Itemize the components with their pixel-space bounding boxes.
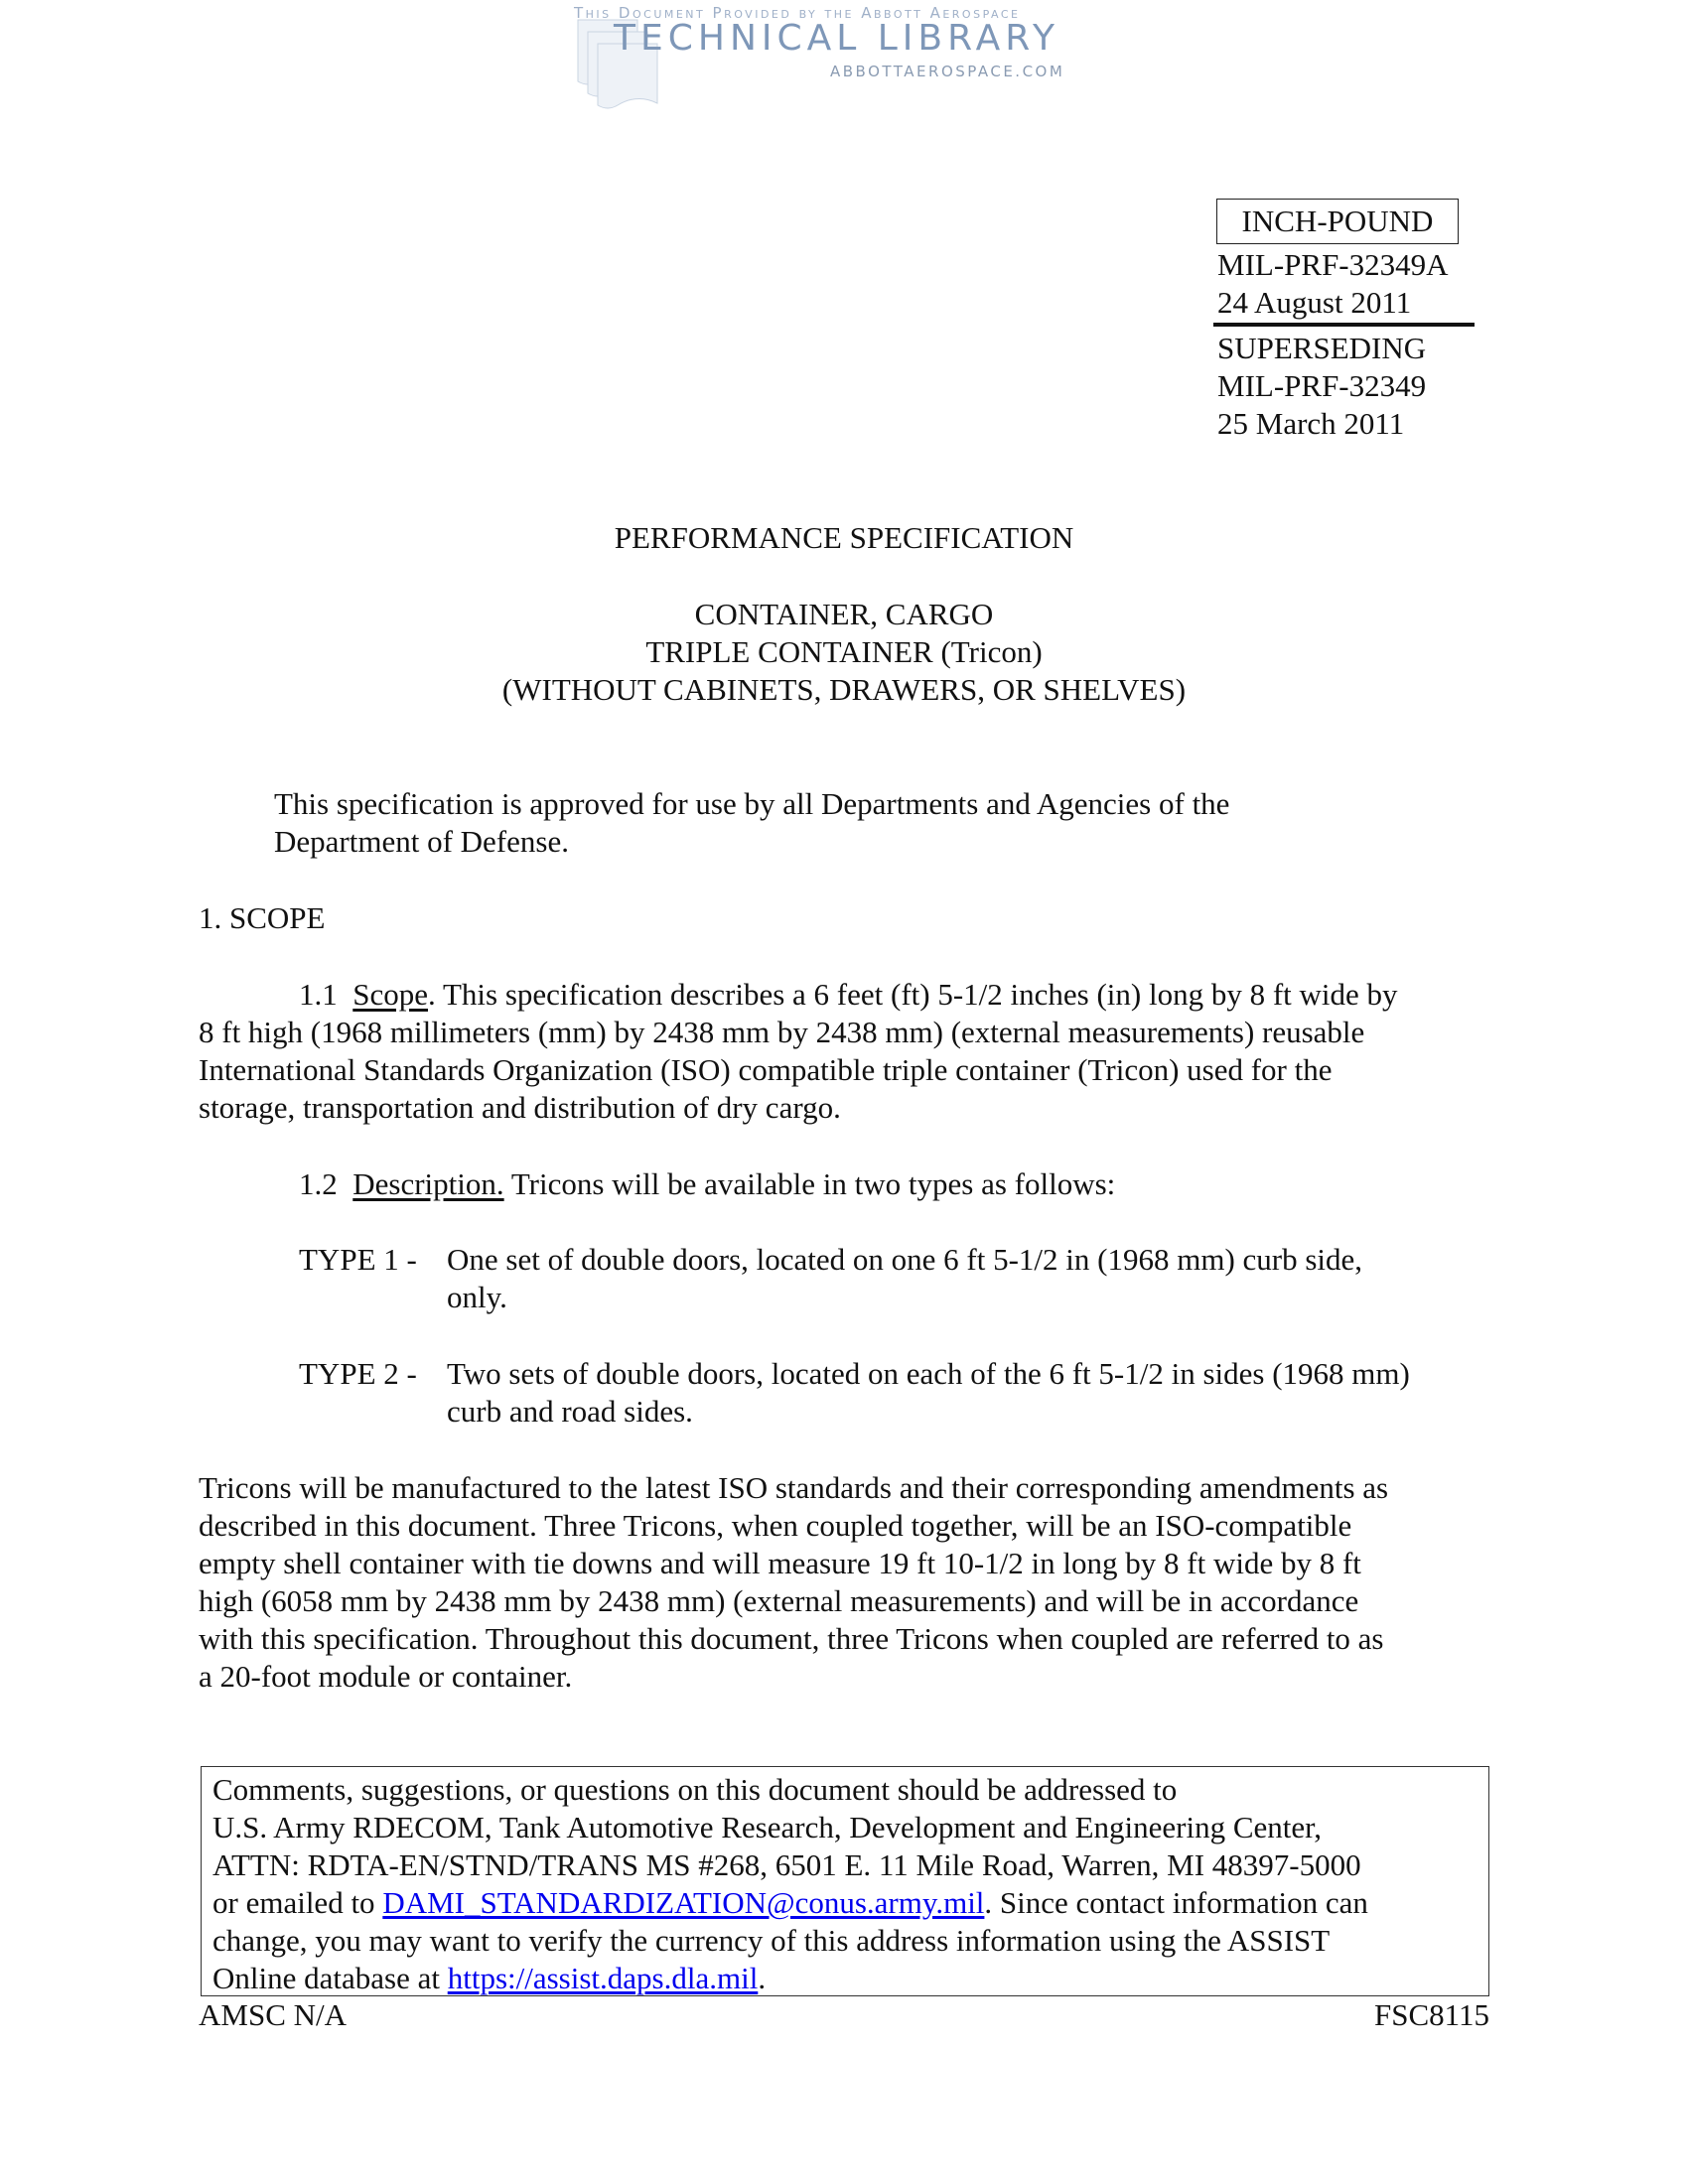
comments-email-prefix: or emailed to [212, 1885, 383, 1920]
scope-text-4: storage, transportation and distribution of dry cargo. [199, 1090, 841, 1125]
superseded-number: MIL-PRF-32349 [1217, 368, 1427, 403]
type-1-text-2: only. [447, 1280, 507, 1314]
approval-line-2: Department of Defense. [274, 824, 569, 859]
type-2-text-2: curb and road sides. [447, 1394, 693, 1429]
type-2-text-1: Two sets of double doors, located on each of the 6 ft 5-1/2 in sides (1968 mm) [447, 1356, 1410, 1391]
comments-line-1: Comments, suggestions, or questions on this document should be addressed to [212, 1772, 1178, 1807]
footer-amsc: AMSC N/A [199, 1997, 348, 2032]
scope-text-2: 8 ft high (1968 millimeters (mm) by 2438 mm by 2438 mm) (external measurements) reusable [199, 1015, 1365, 1049]
watermark-title: TECHNICAL LIBRARY [614, 18, 1060, 59]
section-1-heading: 1. SCOPE [199, 900, 326, 935]
scope-paragraph-line-1 [299, 976, 1398, 1014]
comments-email-suffix: . Since contact information can [984, 1885, 1368, 1920]
doc-date: 24 August 2011 [1217, 285, 1412, 320]
scope-number: 1.1 [299, 977, 338, 1012]
email-link[interactable]: DAMI_STANDARDIZATION@conus.army.mil [382, 1885, 985, 1920]
tricon-paragraph-line-1: Tricons will be manufactured to the latest ISO standards and their corresponding amendments as [199, 1470, 1389, 1505]
type-2-label: TYPE 2 - [299, 1356, 417, 1391]
scope-text-1: . This specification describes a 6 feet (ft) 5-1/2 inches (in) long by 8 ft wide by [428, 977, 1398, 1012]
scope-label: Scope [352, 977, 429, 1012]
comments-line-6 [212, 1960, 766, 1997]
watermark-provided-by: This Document Provided by the Abbott Aerospace [574, 4, 1021, 22]
inch-pound-box [1216, 199, 1459, 244]
spec-type: PERFORMANCE SPECIFICATION [614, 520, 1074, 555]
units-label: INCH-POUND [1241, 204, 1434, 238]
superseded-date: 25 March 2011 [1217, 406, 1405, 441]
description-label: Description. [352, 1166, 504, 1201]
tricon-paragraph-line-2: described in this document. Three Tricons, when coupled together, will be an ISO-compatible [199, 1508, 1352, 1543]
tricon-paragraph-line-4: high (6058 mm by 2438 mm by 2438 mm) (external measurements) and will be in accordance [199, 1583, 1359, 1618]
comments-line-4 [212, 1884, 1368, 1922]
watermark-url: ABBOTTAEROSPACE.COM [830, 63, 1065, 80]
description-number: 1.2 [299, 1166, 338, 1201]
title-line-2: TRIPLE CONTAINER (Tricon) [645, 634, 1043, 669]
type-1-text-1: One set of double doors, located on one 6 ft 5-1/2 in (1968 mm) curb side, [447, 1242, 1363, 1277]
superseding-label: SUPERSEDING [1217, 331, 1427, 365]
title-line-1: CONTAINER, CARGO [694, 597, 994, 631]
scope-text-3: International Standards Organization (ISO) compatible triple container (Tricon) used for the [199, 1052, 1333, 1087]
comments-url-suffix: . [758, 1961, 767, 1995]
comments-line-2: U.S. Army RDECOM, Tank Automotive Research, Development and Engineering Center, [212, 1810, 1322, 1844]
footer-fsc: FSC8115 [1373, 1997, 1489, 2032]
tricon-paragraph-line-3: empty shell container with tie downs and will measure 19 ft 10-1/2 in long by 8 ft wide by 8 ft [199, 1546, 1361, 1580]
type-1-label: TYPE 1 - [299, 1242, 417, 1277]
assist-url-link[interactable]: https://assist.daps.dla.mil [447, 1961, 759, 1995]
comments-url-prefix: Online database at [212, 1961, 448, 1995]
approval-line-1: This specification is approved for use by all Departments and Agencies of the [274, 786, 1230, 821]
title-line-3: (WITHOUT CABINETS, DRAWERS, OR SHELVES) [501, 672, 1187, 707]
comments-line-5: change, you may want to verify the currency of this address information using the ASSIST [212, 1923, 1331, 1958]
doc-number: MIL-PRF-32349A [1217, 247, 1449, 282]
watermark-banner [574, 4, 1090, 113]
description-paragraph [299, 1165, 1115, 1203]
tricon-paragraph-line-5: with this specification. Throughout this document, three Tricons when coupled are referred to as [199, 1621, 1384, 1656]
header-divider [1213, 323, 1475, 327]
description-text: Tricons will be available in two types as follows: [503, 1166, 1116, 1201]
comments-line-3: ATTN: RDTA-EN/STND/TRANS MS #268, 6501 E. 11 Mile Road, Warren, MI 48397-5000 [212, 1847, 1361, 1882]
tricon-paragraph-line-6: a 20-foot module or container. [199, 1659, 573, 1694]
